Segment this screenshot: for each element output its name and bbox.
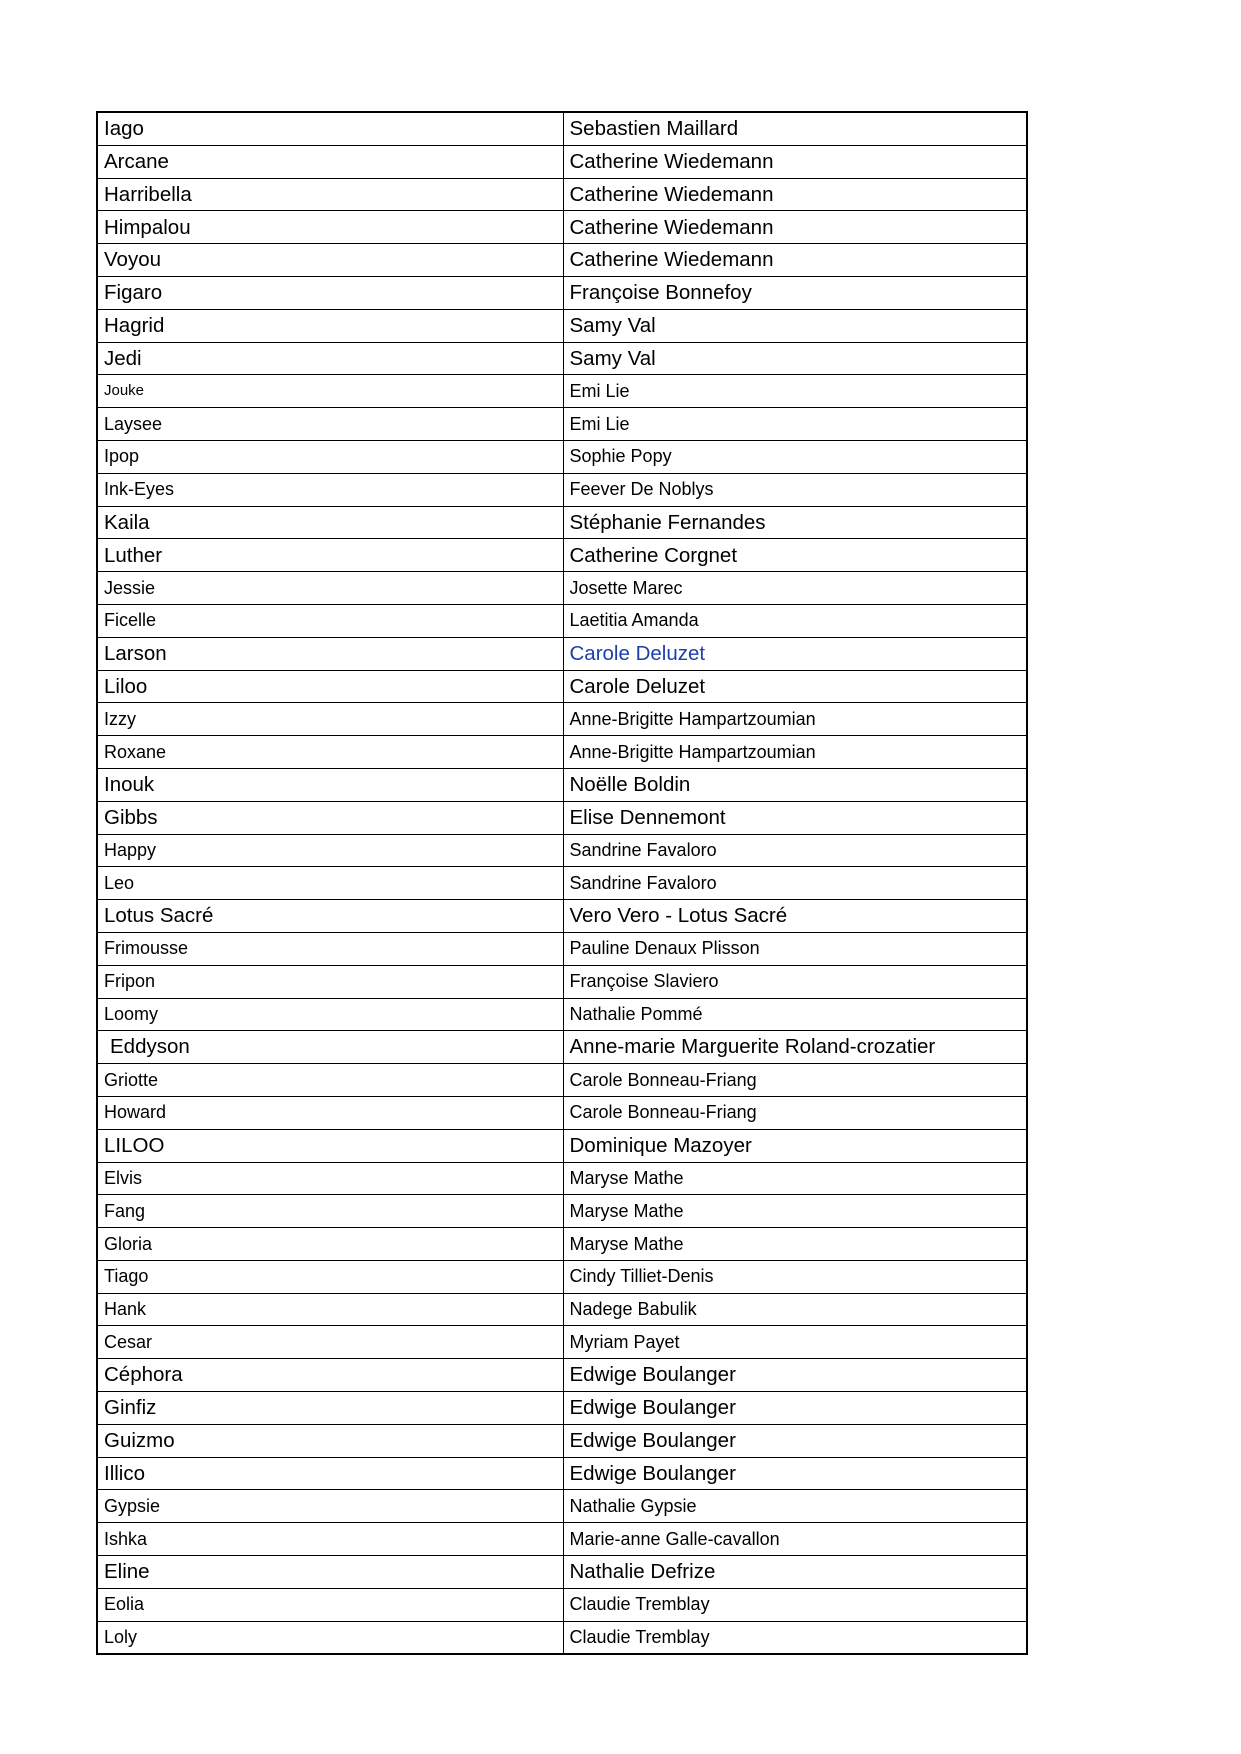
cell-animal-name: Ginfiz — [97, 1392, 563, 1425]
cell-animal-name: Eddyson — [97, 1031, 563, 1064]
table-row — [97, 1457, 1027, 1490]
table-row — [97, 572, 1027, 605]
cell-owner-name: Claudie Tremblay — [563, 1588, 1027, 1621]
table-row — [97, 670, 1027, 703]
cell-owner-name: Stéphanie Fernandes — [563, 506, 1027, 539]
table-row — [97, 1260, 1027, 1293]
cell-owner-name: Françoise Slaviero — [563, 965, 1027, 998]
table-row — [97, 211, 1027, 244]
cell-owner-name: Laetitia Amanda — [563, 604, 1027, 637]
table-row — [97, 145, 1027, 178]
cell-owner-name: Claudie Tremblay — [563, 1621, 1027, 1654]
cell-owner-name: Maryse Mathe — [563, 1228, 1027, 1261]
cell-owner-name: Nadege Babulik — [563, 1293, 1027, 1326]
cell-animal-name: Eolia — [97, 1588, 563, 1621]
cell-animal-name: Ink-Eyes — [97, 473, 563, 506]
cell-animal-name: Jedi — [97, 342, 563, 375]
cell-owner-name: Anne-marie Marguerite Roland-crozatier — [563, 1031, 1027, 1064]
table-row — [97, 1621, 1027, 1654]
cell-animal-name: Céphora — [97, 1359, 563, 1392]
cell-animal-name: Jessie — [97, 572, 563, 605]
table-row — [97, 375, 1027, 408]
cell-owner-name: Carole Deluzet — [563, 637, 1027, 670]
cell-owner-name: Carole Bonneau-Friang — [563, 1064, 1027, 1097]
cell-animal-name: Gibbs — [97, 801, 563, 834]
table-row — [97, 440, 1027, 473]
table-row — [97, 1195, 1027, 1228]
table-row — [97, 604, 1027, 637]
table-row — [97, 1129, 1027, 1162]
cell-animal-name: Hagrid — [97, 309, 563, 342]
cell-owner-name: Cindy Tilliet-Denis — [563, 1260, 1027, 1293]
table-row — [97, 178, 1027, 211]
table-row — [97, 1424, 1027, 1457]
cell-owner-name: Samy Val — [563, 342, 1027, 375]
cell-animal-name: Happy — [97, 834, 563, 867]
cell-animal-name: Fang — [97, 1195, 563, 1228]
table-row — [97, 801, 1027, 834]
table-row — [97, 1490, 1027, 1523]
cell-owner-name: Nathalie Pommé — [563, 998, 1027, 1031]
cell-owner-name: Vero Vero - Lotus Sacré — [563, 900, 1027, 933]
cell-animal-name: Cesar — [97, 1326, 563, 1359]
cell-owner-name: Catherine Wiedemann — [563, 244, 1027, 277]
table-row — [97, 1096, 1027, 1129]
cell-animal-name: Iago — [97, 112, 563, 145]
cell-owner-name: Emi Lie — [563, 375, 1027, 408]
cell-animal-name: Larson — [97, 637, 563, 670]
table-row — [97, 1064, 1027, 1097]
cell-animal-name: Arcane — [97, 145, 563, 178]
cell-owner-name: Nathalie Defrize — [563, 1556, 1027, 1589]
cell-animal-name: Figaro — [97, 276, 563, 309]
cell-animal-name: Ishka — [97, 1523, 563, 1556]
cell-animal-name: Frimousse — [97, 932, 563, 965]
cell-owner-name: Sandrine Favaloro — [563, 867, 1027, 900]
cell-owner-name: Maryse Mathe — [563, 1162, 1027, 1195]
cell-animal-name: Laysee — [97, 408, 563, 441]
cell-owner-name: Elise Dennemont — [563, 801, 1027, 834]
cell-animal-name: Gloria — [97, 1228, 563, 1261]
cell-animal-name: Voyou — [97, 244, 563, 277]
table-row — [97, 112, 1027, 145]
table-row — [97, 1588, 1027, 1621]
table-row — [97, 867, 1027, 900]
cell-animal-name: Ficelle — [97, 604, 563, 637]
table-row — [97, 1523, 1027, 1556]
cell-animal-name: Harribella — [97, 178, 563, 211]
table-row — [97, 1228, 1027, 1261]
cell-owner-name: Samy Val — [563, 309, 1027, 342]
cell-animal-name: Ipop — [97, 440, 563, 473]
cell-owner-name: Dominique Mazoyer — [563, 1129, 1027, 1162]
table-row — [97, 244, 1027, 277]
table-row — [97, 965, 1027, 998]
cell-owner-name: Edwige Boulanger — [563, 1457, 1027, 1490]
names-table-container — [96, 111, 1026, 1655]
cell-animal-name: Guizmo — [97, 1424, 563, 1457]
table-row — [97, 1293, 1027, 1326]
cell-animal-name: Roxane — [97, 736, 563, 769]
cell-owner-name: Edwige Boulanger — [563, 1424, 1027, 1457]
cell-animal-name: Loly — [97, 1621, 563, 1654]
names-table — [96, 111, 1028, 1655]
cell-animal-name: Liloo — [97, 670, 563, 703]
table-row — [97, 703, 1027, 736]
cell-owner-name: Josette Marec — [563, 572, 1027, 605]
cell-animal-name: Inouk — [97, 768, 563, 801]
table-row — [97, 1392, 1027, 1425]
cell-owner-name: Catherine Wiedemann — [563, 145, 1027, 178]
cell-animal-name: Elvis — [97, 1162, 563, 1195]
cell-owner-name: Myriam Payet — [563, 1326, 1027, 1359]
cell-owner-name: Catherine Wiedemann — [563, 178, 1027, 211]
cell-owner-name: Emi Lie — [563, 408, 1027, 441]
table-row — [97, 1326, 1027, 1359]
cell-animal-name: Leo — [97, 867, 563, 900]
cell-owner-name: Carole Deluzet — [563, 670, 1027, 703]
table-row — [97, 309, 1027, 342]
cell-animal-name: Luther — [97, 539, 563, 572]
table-row — [97, 1556, 1027, 1589]
cell-animal-name: Eline — [97, 1556, 563, 1589]
cell-animal-name: Illico — [97, 1457, 563, 1490]
cell-animal-name: Howard — [97, 1096, 563, 1129]
cell-animal-name: Loomy — [97, 998, 563, 1031]
cell-animal-name: Tiago — [97, 1260, 563, 1293]
cell-owner-name: Edwige Boulanger — [563, 1392, 1027, 1425]
cell-owner-name: Sophie Popy — [563, 440, 1027, 473]
table-row — [97, 1031, 1027, 1064]
cell-animal-name: LILOO — [97, 1129, 563, 1162]
cell-owner-name: Sandrine Favaloro — [563, 834, 1027, 867]
cell-animal-name: Fripon — [97, 965, 563, 998]
cell-animal-name: Izzy — [97, 703, 563, 736]
cell-animal-name: Gypsie — [97, 1490, 563, 1523]
cell-owner-name: Anne-Brigitte Hampartzoumian — [563, 736, 1027, 769]
cell-owner-name: Françoise Bonnefoy — [563, 276, 1027, 309]
table-row — [97, 276, 1027, 309]
table-row — [97, 834, 1027, 867]
cell-animal-name: Jouke — [97, 375, 563, 408]
table-row — [97, 506, 1027, 539]
cell-owner-name: Noëlle Boldin — [563, 768, 1027, 801]
cell-owner-name: Marie-anne Galle-cavallon — [563, 1523, 1027, 1556]
cell-owner-name: Carole Bonneau-Friang — [563, 1096, 1027, 1129]
table-row — [97, 408, 1027, 441]
cell-owner-name: Sebastien Maillard — [563, 112, 1027, 145]
table-row — [97, 342, 1027, 375]
cell-owner-name: Catherine Corgnet — [563, 539, 1027, 572]
table-row — [97, 768, 1027, 801]
table-row — [97, 539, 1027, 572]
cell-owner-name: Feever De Noblys — [563, 473, 1027, 506]
cell-animal-name: Himpalou — [97, 211, 563, 244]
cell-owner-name: Catherine Wiedemann — [563, 211, 1027, 244]
cell-animal-name: Hank — [97, 1293, 563, 1326]
table-row — [97, 637, 1027, 670]
table-row — [97, 932, 1027, 965]
cell-animal-name: Lotus Sacré — [97, 900, 563, 933]
table-row — [97, 998, 1027, 1031]
cell-owner-name: Anne-Brigitte Hampartzoumian — [563, 703, 1027, 736]
cell-owner-name: Nathalie Gypsie — [563, 1490, 1027, 1523]
cell-animal-name: Kaila — [97, 506, 563, 539]
cell-animal-name: Griotte — [97, 1064, 563, 1097]
table-row — [97, 736, 1027, 769]
table-row — [97, 1162, 1027, 1195]
names-table-body — [97, 112, 1027, 1654]
table-row — [97, 1359, 1027, 1392]
cell-owner-name: Edwige Boulanger — [563, 1359, 1027, 1392]
cell-owner-name: Maryse Mathe — [563, 1195, 1027, 1228]
table-row — [97, 473, 1027, 506]
table-row — [97, 900, 1027, 933]
cell-owner-name: Pauline Denaux Plisson — [563, 932, 1027, 965]
